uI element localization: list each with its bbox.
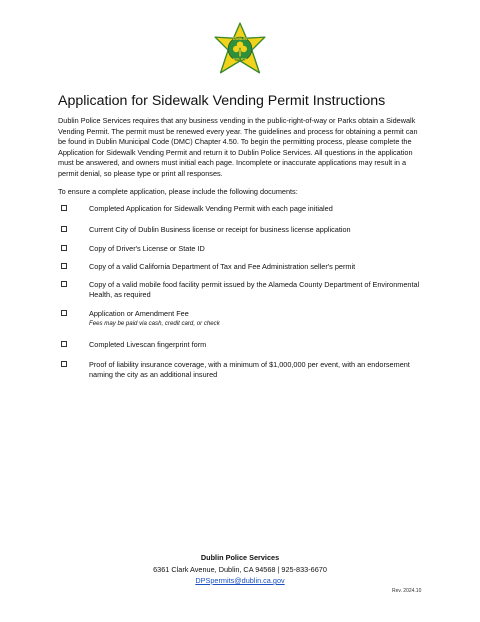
footer-organization: Dublin Police Services (200, 553, 280, 562)
page-title: Application for Sidewalk Vending Permit Instructions (58, 93, 386, 109)
checklist-item-text: Copy of Driver's License or State ID (89, 244, 205, 253)
checkbox[interactable] (61, 310, 67, 316)
footer-address: 6361 Clark Avenue, Dublin, CA 94568 | 925-833-6670 (153, 565, 327, 574)
checkbox[interactable] (61, 226, 67, 232)
checklist-lead: To ensure a complete application, please include the following documents: (58, 187, 298, 196)
checklist-item-text: Copy of a valid California Department of Tax and Fee Administration seller's permit (89, 262, 356, 271)
checkbox[interactable] (61, 263, 67, 269)
checklist-item-text: Current City of Dublin Business license or receipt for business license application (89, 225, 351, 234)
checkbox[interactable] (61, 341, 67, 347)
checklist-item-text: Completed Livescan fingerprint form (89, 340, 207, 349)
checklist-item-text (89, 309, 429, 328)
footer-email-row (0, 576, 480, 585)
police-star-badge (213, 22, 267, 76)
footer-email-link[interactable]: DPSpermits@dublin.ca.gov (195, 576, 285, 585)
checklist-item-text: Completed Application for Sidewalk Vending Permit with each page initialed (89, 204, 333, 213)
badge-bottom-text: POLICE (232, 57, 248, 62)
badge-top-text: DUBLIN (232, 36, 248, 41)
checkbox[interactable] (61, 205, 67, 211)
checkbox[interactable] (61, 361, 67, 367)
checklist-item-text: Proof of liability insurance coverage, with a minimum of $1,000,000 per event, with an endorsement naming the city as an additional insured (89, 360, 410, 379)
revision-label: Rev. 2024.10 (392, 588, 422, 594)
intro-paragraph: Dublin Police Services requires that any business vending in the public-right-of-way or Parks obtain a Sidewalk Vending Permit. The permit must be renewed every year. The guidelines and process for obtaining a permit can be found in Dublin Municipal Code (DMC) Chapter 4.50. To begin the permitting process, please complete the Application for Sidewalk Vending Permit and return it to Dublin Police Services. All questions in the application must be answered, and owners must initial each page. Incomplete or inaccurate applications may result in a permit denial, so please type or print all responses. (58, 116, 418, 178)
checkbox[interactable] (61, 281, 67, 287)
fee-payment-note: Fees may be paid via cash, credit card, or check (89, 320, 220, 327)
checklist-item-text: Copy of a valid mobile food facility permit issued by the Alameda County Department of Environmental Health, as required (89, 280, 420, 299)
checkbox[interactable] (61, 245, 67, 251)
checklist-item-label: Application or Amendment Fee (89, 309, 189, 318)
